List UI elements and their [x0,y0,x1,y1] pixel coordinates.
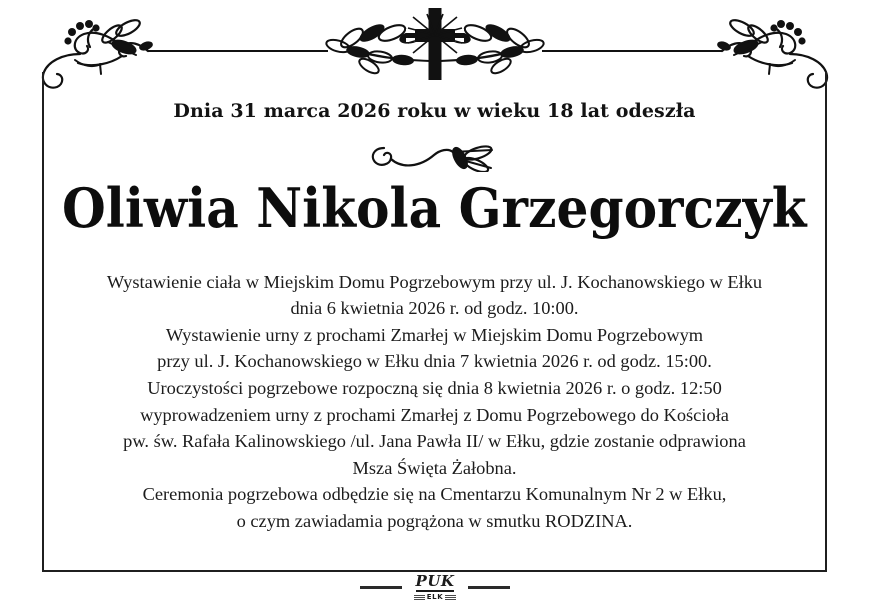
leafy-vine-flourish-icon [360,142,510,172]
logo-primary-text: PUK [415,572,455,590]
body-line: o czym zawiadamia pogrążona w smutku RODZINA. [236,511,633,532]
cross-with-rays-and-laurel-branches-icon [325,8,545,80]
body-line: Msza Święta Żałobna. [352,457,517,478]
body-line: pw. św. Rafała Kalinowskiego /ul. Jana Pawła II/ w Ełku, gdzie zostanie odprawiona [123,431,746,452]
lead-line: Dnia 31 marca 2026 roku w wieku 18 lat odeszła [173,100,696,122]
logo-rule-left [360,586,402,589]
body-line: dnia 6 kwietnia 2026 r. od godz. 10:00. [290,298,579,319]
notice-body-text [55,269,815,535]
notice-content [42,72,827,572]
body-line: przy ul. J. Kochanowskiego w Ełku dnia 7 kwietnia 2026 r. od godz. 15:00. [157,351,712,372]
logo-rule-right [468,586,510,589]
logo-secondary-row [414,594,456,601]
divider-ornament [360,142,510,172]
puk-elk-logo-icon [414,574,456,601]
body-line: Ceremonia pogrzebowa odbędzie się na Cmentarzu Komunalnym Nr 2 w Ełku, [142,484,727,505]
body-line: Wystawienie urny z prochami Zmarłej w Miejskim Domu Pogrzebowym [165,324,704,345]
body-line: Wystawienie ciała w Miejskim Domu Pogrzebowym przy ul. J. Kochanowskiego w Ełku [106,271,763,292]
footer-logo [0,574,870,601]
body-line: wyprowadzeniem urny z prochami Zmarłej z Domu Pogrzebowego do Kościoła [140,404,729,425]
logo-bars-left-icon [414,595,425,601]
deceased-name: Oliwia Nikola Grzegorczyk [62,176,807,240]
logo-secondary-text: ELK [426,593,444,601]
body-line: Uroczystości pogrzebowe rozpoczną się dnia 8 kwietnia 2026 r. o godz. 12:50 [147,378,722,399]
logo-bars-right-icon [445,595,456,601]
